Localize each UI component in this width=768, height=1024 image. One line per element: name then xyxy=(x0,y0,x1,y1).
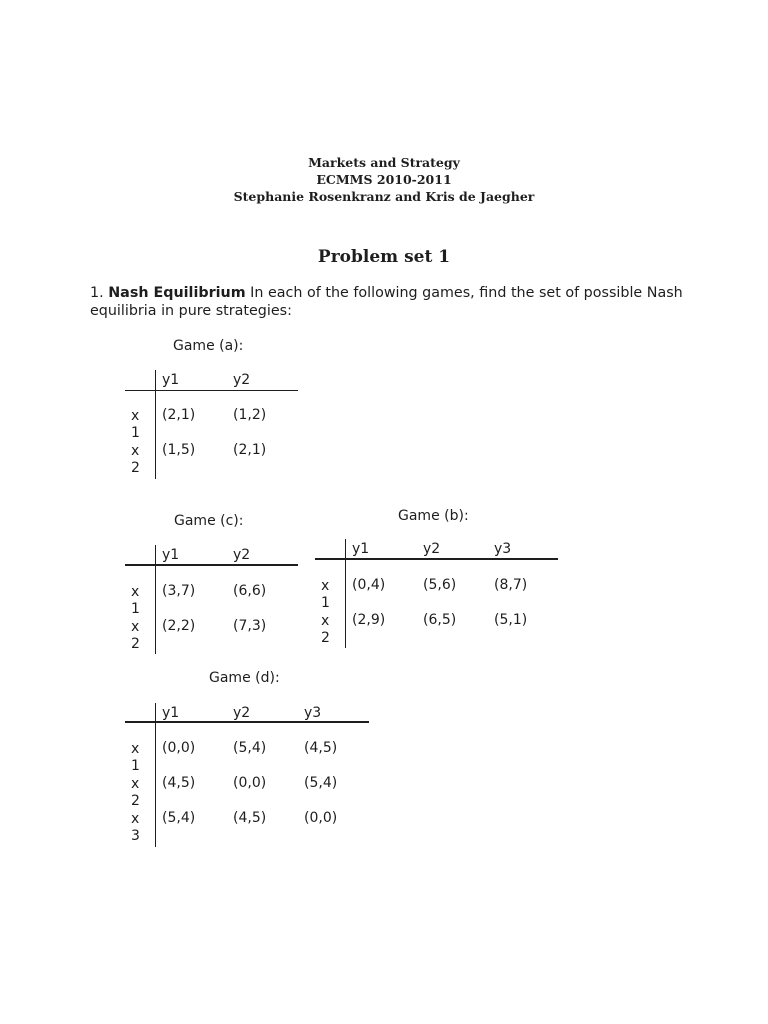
course-title: Markets and Strategy xyxy=(308,155,460,170)
game-b-row-1-index: 1 xyxy=(321,595,330,611)
game-b-col-3: y3 xyxy=(494,541,512,557)
game-d-cell-1-1: (0,0) xyxy=(162,740,196,756)
game-b-label: Game (b): xyxy=(398,508,469,524)
game-c-col-1: y1 xyxy=(162,547,180,563)
game-a-row-2-index: 2 xyxy=(131,460,140,476)
game-c-row-2-index: 2 xyxy=(131,636,140,652)
game-a-label: Game (a): xyxy=(173,338,244,354)
game-a-row-2-letter: x xyxy=(131,443,140,459)
game-b-row-2-index: 2 xyxy=(321,630,330,646)
course-code: ECMMS 2010-2011 xyxy=(316,172,452,187)
game-b-col-1: y1 xyxy=(352,541,370,557)
game-b-cell-2-2: (6,5) xyxy=(423,612,457,628)
game-a-row-1-letter: x xyxy=(131,408,140,424)
game-d-header-rule xyxy=(125,721,369,723)
game-c-row-rule xyxy=(155,545,156,654)
game-d-col-2: y2 xyxy=(233,705,251,721)
game-d-row-rule xyxy=(155,703,156,847)
game-c-cell-2-1: (2,2) xyxy=(162,618,196,634)
game-b-row-2-letter: x xyxy=(321,613,330,629)
authors: Stephanie Rosenkranz and Kris de Jaegher xyxy=(233,189,535,204)
game-d-col-1: y1 xyxy=(162,705,180,721)
question-heading: Nash Equilibrium xyxy=(108,285,246,301)
game-b-cell-1-2: (5,6) xyxy=(423,577,457,593)
game-c-cell-1-1: (3,7) xyxy=(162,583,196,599)
game-a-cell-1-2: (1,2) xyxy=(233,407,267,423)
game-d-row-2-letter: x xyxy=(131,776,140,792)
game-b-cell-1-3: (8,7) xyxy=(494,577,528,593)
game-c-cell-1-2: (6,6) xyxy=(233,583,267,599)
game-d-row-1-letter: x xyxy=(131,741,140,757)
page-title: Problem set 1 xyxy=(317,247,451,267)
game-a-header-rule xyxy=(125,390,298,391)
game-a-col-1: y1 xyxy=(162,372,180,388)
game-d-cell-3-3: (0,0) xyxy=(304,810,338,826)
game-a-cell-1-1: (2,1) xyxy=(162,407,196,423)
game-d-cell-1-3: (4,5) xyxy=(304,740,338,756)
game-d-cell-2-1: (4,5) xyxy=(162,775,196,791)
game-d-row-2-index: 2 xyxy=(131,793,140,809)
question-1 xyxy=(90,285,710,320)
question-text: In each of the following games, find the set of possible Nash equilibria in pure strategies: xyxy=(90,285,683,319)
game-d-row-3-letter: x xyxy=(131,811,140,827)
game-a-cell-2-2: (2,1) xyxy=(233,442,267,458)
question-number: 1. xyxy=(90,285,104,301)
game-d-cell-2-3: (5,4) xyxy=(304,775,338,791)
game-a-col-2: y2 xyxy=(233,372,251,388)
game-b-cell-1-1: (0,4) xyxy=(352,577,386,593)
game-c-row-2-letter: x xyxy=(131,619,140,635)
game-d-col-3: y3 xyxy=(304,705,322,721)
game-c-cell-2-2: (7,3) xyxy=(233,618,267,634)
game-b-row-rule xyxy=(345,539,346,648)
game-a-cell-2-1: (1,5) xyxy=(162,442,196,458)
game-d-row-1-index: 1 xyxy=(131,758,140,774)
game-d-cell-3-1: (5,4) xyxy=(162,810,196,826)
game-c-row-1-letter: x xyxy=(131,584,140,600)
game-b-col-2: y2 xyxy=(423,541,441,557)
game-c-label: Game (c): xyxy=(174,513,244,529)
game-d-row-3-index: 3 xyxy=(131,828,140,844)
game-c-row-1-index: 1 xyxy=(131,601,140,617)
game-a-row-1-index: 1 xyxy=(131,425,140,441)
game-c-header-rule xyxy=(125,564,298,566)
game-b-cell-2-3: (5,1) xyxy=(494,612,528,628)
game-b-cell-2-1: (2,9) xyxy=(352,612,386,628)
game-d-cell-3-2: (4,5) xyxy=(233,810,267,826)
game-c-col-2: y2 xyxy=(233,547,251,563)
game-a-row-rule xyxy=(155,370,156,479)
game-d-cell-1-2: (5,4) xyxy=(233,740,267,756)
game-d-cell-2-2: (0,0) xyxy=(233,775,267,791)
game-d-label: Game (d): xyxy=(209,670,280,686)
game-b-row-1-letter: x xyxy=(321,578,330,594)
game-b-header-rule xyxy=(315,558,558,560)
